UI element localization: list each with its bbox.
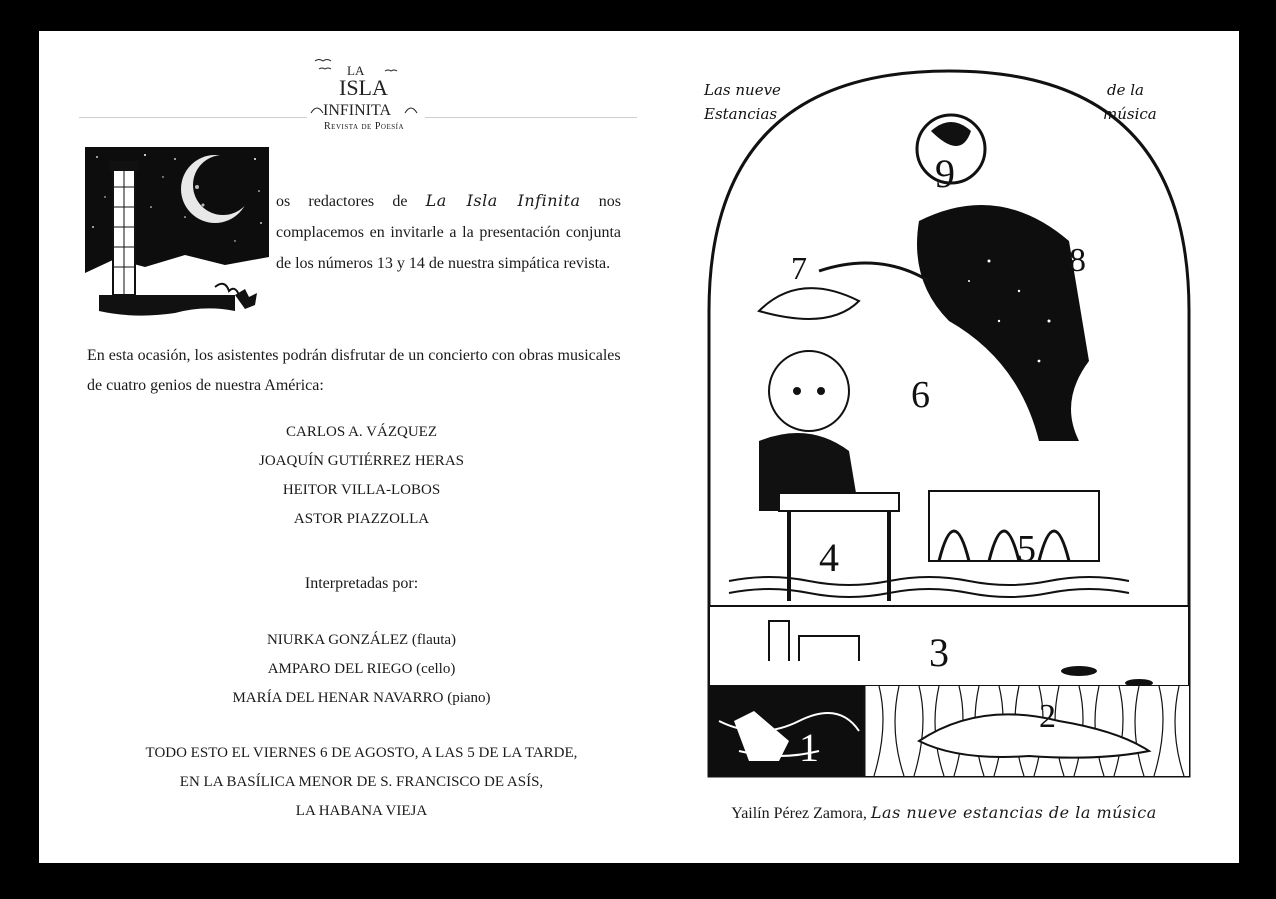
logo-line1: LA [347,63,365,78]
composers-list [79,418,644,534]
art-title-right-2: música [1103,105,1157,123]
composer-item: HEITOR VILLA-LOBOS [282,482,441,498]
dropcap-l-illustration [85,147,269,325]
composer-item: ASTOR PIAZZOLLA [293,511,430,527]
event-details [79,739,644,826]
magazine-title: La Isla Infinita [425,191,581,210]
art-number-4: 4 [819,535,839,580]
art-number-5: 5 [1017,528,1036,570]
intro-rest: nos complacemos en invitarle a la presentación conjunta de los números 13 y 14 de nuestra simpática revista. [276,193,621,272]
concert-paragraph: En esta ocasión, los asistentes podrán disfrutar de un concierto con obras musicales de cuatro genios de nuestra América: [87,347,621,394]
header-rule-left [79,117,307,118]
performer-item: NIURKA GONZÁLEZ (flauta) [266,632,457,648]
performer-item: AMPARO DEL RIEGO (cello) [267,661,456,677]
artwork-caption [649,803,1239,823]
art-number-2: 2 [1039,698,1056,735]
logo-line2: ISLA [339,75,388,100]
invitation-sheet [39,31,1239,863]
art-number-8: 8 [1069,242,1086,279]
intro-paragraph [276,185,621,279]
performed-by-label: Interpretadas por: [304,575,419,592]
logo-birds-icon [309,57,419,121]
intro-lead: os redactores de [276,193,408,210]
art-number-1: 1 [799,725,819,770]
event-line: EN LA BASÍLICA MENOR DE S. FRANCISCO DE ASÍS, [179,774,544,790]
art-number-9: 9 [935,151,955,196]
logo-subtitle: Revista de Poesía [324,121,404,132]
caption-artist: Yailín Pérez Zamora, [731,805,867,822]
art-title-right-1: de la [1107,81,1144,99]
art-number-7: 7 [791,250,807,286]
logo-line3: INFINITA [323,102,392,119]
header-rule-right [425,117,637,118]
art-number-6: 6 [911,374,930,416]
composer-item: CARLOS A. VÁZQUEZ [286,424,437,440]
composer-item: JOAQUÍN GUTIÉRREZ HERAS [259,453,464,469]
performers-list [79,626,644,713]
magazine-logo [309,57,439,139]
art-number-3: 3 [929,630,949,675]
artwork-illustration [699,61,1199,781]
art-title-left-2: Estancias [704,105,778,123]
art-title-left-1: Las nueve [704,81,781,99]
event-line: TODO ESTO EL VIERNES 6 DE AGOSTO, A LAS 5 DE LA TARDE, [145,745,578,761]
event-line: LA HABANA VIEJA [295,803,428,819]
performer-item: MARÍA DEL HENAR NAVARRO (piano) [232,690,491,706]
caption-title: Las nueve estancias de la música [870,803,1157,822]
